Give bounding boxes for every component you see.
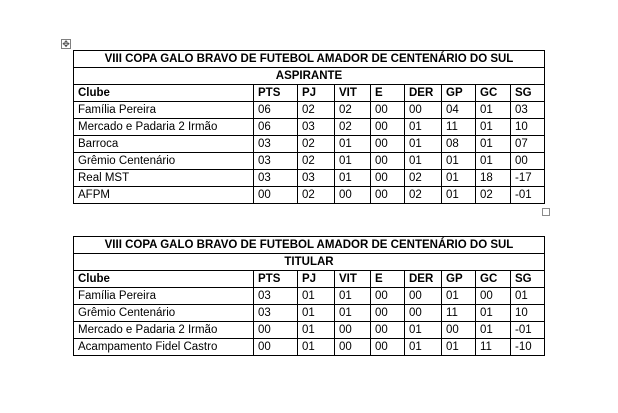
stat-cell: 02 — [405, 187, 442, 204]
table-row — [74, 119, 545, 136]
column-header: GC — [476, 85, 511, 102]
stat-cell: 00 — [371, 153, 405, 170]
stat-cell: 00 — [371, 102, 405, 119]
move-cross-icon: ✥ — [62, 39, 70, 49]
stat-cell: 00 — [371, 322, 405, 339]
stat-cell: 01 — [335, 170, 371, 187]
stat-cell: 02 — [335, 102, 371, 119]
table-row — [74, 136, 545, 153]
category-label: TITULAR — [74, 254, 545, 271]
stat-cell: 01 — [442, 187, 476, 204]
stat-cell: 11 — [476, 339, 511, 356]
stat-cell: 01 — [511, 288, 545, 305]
stat-cell: 10 — [511, 305, 545, 322]
table-move-handle[interactable] — [61, 39, 71, 49]
stat-cell: 00 — [254, 339, 298, 356]
stat-cell: 03 — [254, 136, 298, 153]
stat-cell: 08 — [442, 136, 476, 153]
column-header: GP — [442, 271, 476, 288]
table-row — [74, 322, 545, 339]
club-name-cell: Barroca — [74, 136, 254, 153]
table-row — [74, 170, 545, 187]
stat-cell: 01 — [442, 170, 476, 187]
column-header: DER — [405, 271, 442, 288]
stat-cell: 01 — [335, 288, 371, 305]
stat-cell: 00 — [335, 339, 371, 356]
stat-cell: 00 — [371, 187, 405, 204]
table-title: VIII COPA GALO BRAVO DE FUTEBOL AMADOR DE CENTENÁRIO DO SUL — [74, 51, 545, 68]
stat-cell: 01 — [298, 339, 335, 356]
stat-cell: 11 — [442, 305, 476, 322]
stat-cell: 01 — [405, 119, 442, 136]
stat-cell: 00 — [476, 288, 511, 305]
standings-table-aspirante — [73, 50, 545, 204]
stat-cell: 00 — [371, 305, 405, 322]
stat-cell: 02 — [298, 102, 335, 119]
stat-cell: 01 — [476, 119, 511, 136]
stat-cell: -01 — [511, 187, 545, 204]
column-header: GP — [442, 85, 476, 102]
stat-cell: 01 — [476, 322, 511, 339]
stat-cell: 00 — [335, 187, 371, 204]
column-header: PTS — [254, 85, 298, 102]
column-header: PTS — [254, 271, 298, 288]
stat-cell: 06 — [254, 102, 298, 119]
stat-cell: 03 — [298, 119, 335, 136]
stat-cell: 03 — [254, 153, 298, 170]
stat-cell: 00 — [405, 305, 442, 322]
stat-cell: 01 — [405, 153, 442, 170]
header-row — [74, 271, 545, 288]
stat-cell: 02 — [298, 153, 335, 170]
stat-cell: 01 — [405, 339, 442, 356]
stat-cell: 00 — [371, 119, 405, 136]
column-header: PJ — [298, 271, 335, 288]
table-row — [74, 339, 545, 356]
stat-cell: 01 — [476, 136, 511, 153]
column-header: Clube — [74, 271, 254, 288]
stat-cell: 03 — [254, 305, 298, 322]
stat-cell: 00 — [405, 288, 442, 305]
column-header: SG — [511, 271, 545, 288]
stat-cell: 06 — [254, 119, 298, 136]
club-name-cell: Família Pereira — [74, 102, 254, 119]
stat-cell: 01 — [476, 102, 511, 119]
stat-cell: -17 — [511, 170, 545, 187]
stat-cell: 01 — [476, 153, 511, 170]
category-label: ASPIRANTE — [74, 68, 545, 85]
stat-cell: 01 — [298, 305, 335, 322]
stat-cell: 01 — [442, 153, 476, 170]
stat-cell: 01 — [476, 305, 511, 322]
column-header: SG — [511, 85, 545, 102]
stat-cell: 01 — [442, 339, 476, 356]
stat-cell: 01 — [335, 136, 371, 153]
club-name-cell: Real MST — [74, 170, 254, 187]
stat-cell: 00 — [371, 136, 405, 153]
table-row — [74, 305, 545, 322]
stat-cell: 02 — [405, 170, 442, 187]
column-header: PJ — [298, 85, 335, 102]
stat-cell: 00 — [405, 102, 442, 119]
stat-cell: 01 — [335, 153, 371, 170]
stat-cell: 00 — [371, 339, 405, 356]
column-header: VIT — [335, 271, 371, 288]
stat-cell: 02 — [298, 136, 335, 153]
stat-cell: 01 — [442, 288, 476, 305]
stat-cell: 01 — [405, 136, 442, 153]
table-title: VIII COPA GALO BRAVO DE FUTEBOL AMADOR DE CENTENÁRIO DO SUL — [74, 237, 545, 254]
stat-cell: 01 — [298, 288, 335, 305]
table-row — [74, 288, 545, 305]
stat-cell: 01 — [335, 305, 371, 322]
stat-cell: 02 — [298, 187, 335, 204]
column-header: GC — [476, 271, 511, 288]
stat-cell: 00 — [442, 322, 476, 339]
club-name-cell: Grêmio Centenário — [74, 153, 254, 170]
stat-cell: 00 — [335, 322, 371, 339]
header-row — [74, 85, 545, 102]
stat-cell: 03 — [254, 170, 298, 187]
column-header: VIT — [335, 85, 371, 102]
stat-cell: 18 — [476, 170, 511, 187]
table-resize-handle[interactable] — [542, 208, 550, 216]
stat-cell: 01 — [405, 322, 442, 339]
club-name-cell: Mercado e Padaria 2 Irmão — [74, 322, 254, 339]
club-name-cell: AFPM — [74, 187, 254, 204]
column-header: E — [371, 85, 405, 102]
club-name-cell: Família Pereira — [74, 288, 254, 305]
column-header: DER — [405, 85, 442, 102]
stat-cell: 00 — [254, 322, 298, 339]
stat-cell: 02 — [335, 119, 371, 136]
stat-cell: 01 — [298, 322, 335, 339]
table-row — [74, 153, 545, 170]
club-name-cell: Grêmio Centenário — [74, 305, 254, 322]
stat-cell: 11 — [442, 119, 476, 136]
club-name-cell: Mercado e Padaria 2 Irmão — [74, 119, 254, 136]
column-header: Clube — [74, 85, 254, 102]
stat-cell: 03 — [298, 170, 335, 187]
stat-cell: 07 — [511, 136, 545, 153]
stat-cell: 10 — [511, 119, 545, 136]
stat-cell: 00 — [371, 288, 405, 305]
stat-cell: 03 — [254, 288, 298, 305]
stat-cell: 02 — [476, 187, 511, 204]
stat-cell: 04 — [442, 102, 476, 119]
stat-cell: 00 — [254, 187, 298, 204]
stat-cell: 03 — [511, 102, 545, 119]
stat-cell: -01 — [511, 322, 545, 339]
stat-cell: 00 — [511, 153, 545, 170]
column-header: E — [371, 271, 405, 288]
stat-cell: -10 — [511, 339, 545, 356]
stat-cell: 00 — [371, 170, 405, 187]
club-name-cell: Acampamento Fidel Castro — [74, 339, 254, 356]
table-row — [74, 187, 545, 204]
standings-table-titular — [73, 236, 545, 356]
table-row — [74, 102, 545, 119]
